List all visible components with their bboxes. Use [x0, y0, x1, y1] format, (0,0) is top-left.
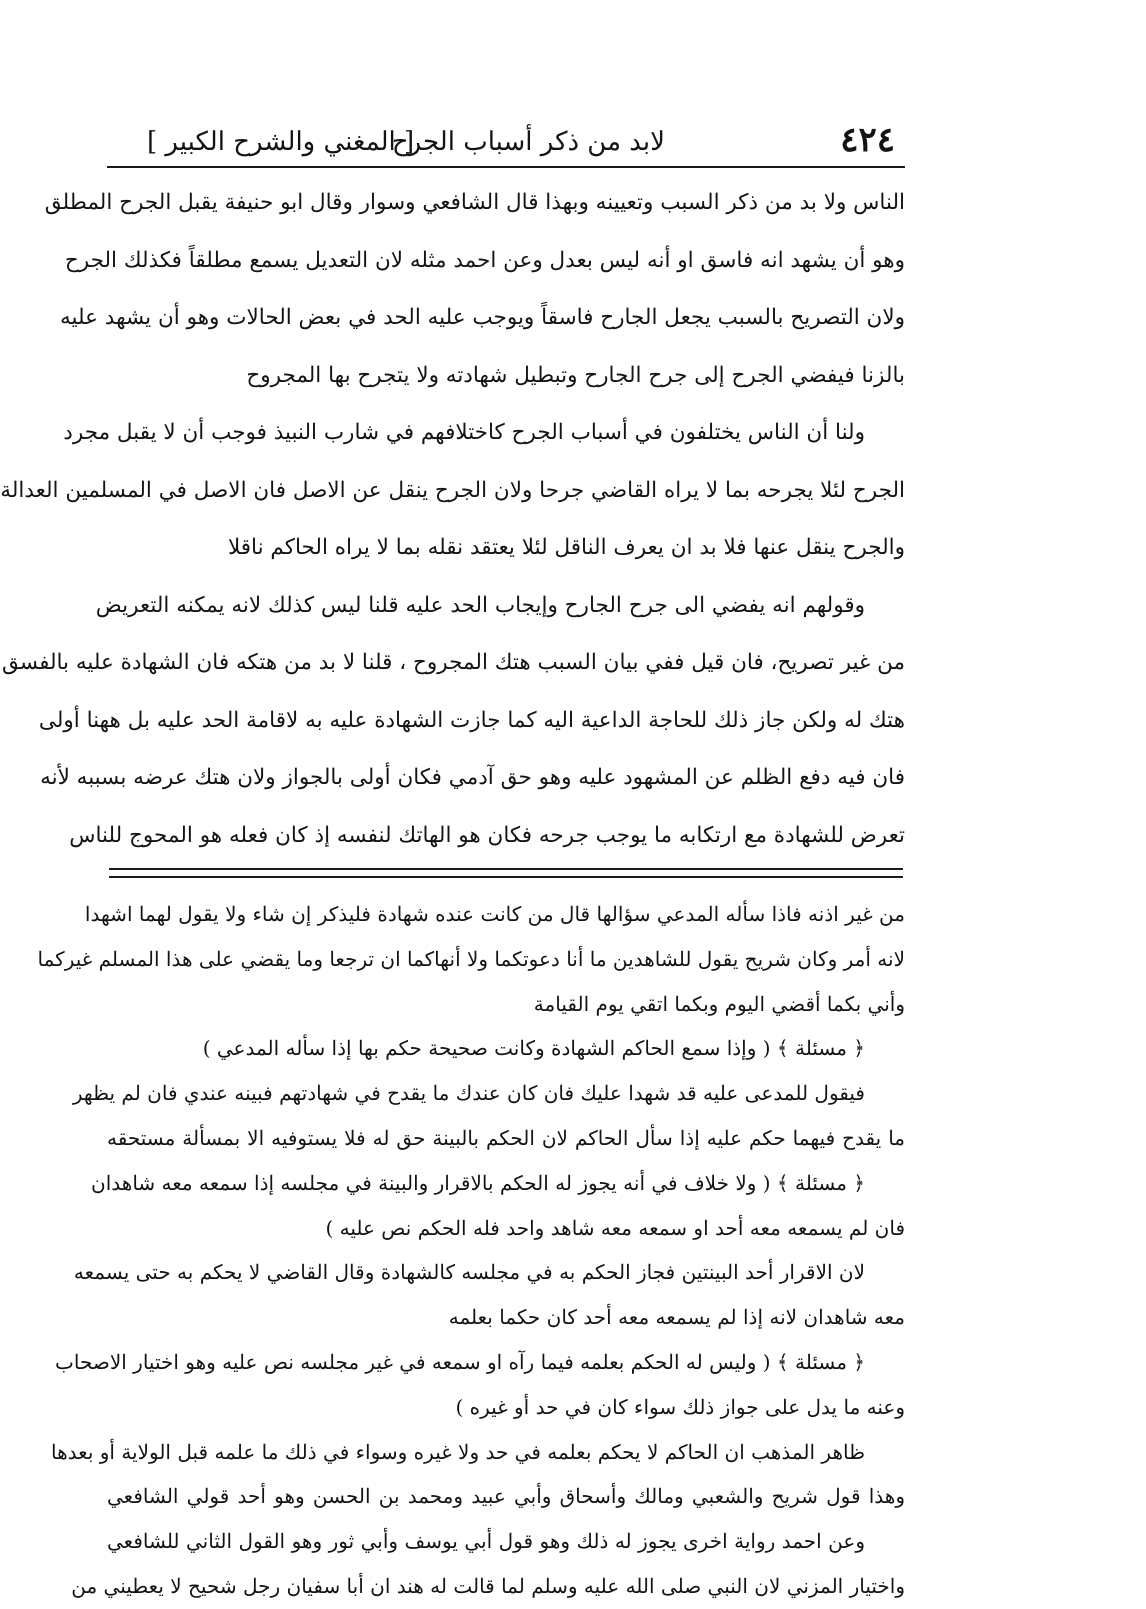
text-line: ظاهر المذهب ان الحاكم لا يحكم بعلمه في حد ولا غيره وسواء في ذلك ما علمه قبل الولاية أو بعدها — [51, 1439, 865, 1464]
text-line: فان فيه دفع الظلم عن المشهود عليه وهو حق آدمي فكان أولى بالجواز ولان هتك عرضه بسببه لأنه — [40, 765, 905, 790]
text-line: والجرح ينقل عنها فلا بد ان يعرف الناقل لئلا يعتقد نقله بما لا يراه الحاكم ناقلا — [227, 535, 905, 560]
text-line: ﴿ مسئلة ﴾ ( ولا خلاف في أنه يجوز له الحكم بالاقرار والبينة في مجلسه إذا سمعه معه شاهدان — [91, 1170, 865, 1195]
page-header — [107, 118, 905, 168]
text-line: تعرض للشهادة مع ارتكابه ما يوجب جرحه فكان هو الهاتك لنفسه إذ كان فعله هو المحوج للناس — [69, 822, 905, 848]
text-line: فان لم يسمعه معه أحد او سمعه معه شاهد واحد فله الحكم نص عليه ) — [325, 1215, 905, 1240]
running-title: لابد من ذكر أسباب الجرح — [391, 127, 665, 157]
text-line: ولان التصريح بالسبب يجعل الجارح فاسقاً ويوجب عليه الحد في بعض الحالات وهو أن يشهد عليه — [60, 305, 905, 330]
text-line: الجرح لئلا يجرحه بما لا يراه القاضي جرحا ولان الجرح ينقل عن الاصل فان الاصل في المسلمين العدالة — [0, 477, 905, 503]
text-line: فيقول للمدعى عليه قد شهدا عليك فان كان عندك ما يقدح في شهادتهم فبينه عندي فان لم يظهر — [72, 1081, 865, 1106]
book-title: [ المغني والشرح الكبير ] — [147, 127, 415, 157]
text-line: واختيار المزني لان النبي صلى الله عليه وسلم لما قالت له هند ان أبا سفيان رجل شحيح لا يعطيني من — [71, 1573, 905, 1598]
section-divider — [109, 868, 903, 878]
main-text-section — [0, 174, 905, 864]
text-line: وأني بكما أقضي اليوم وبكما اتقي يوم القيامة — [533, 991, 905, 1016]
text-line: وهو أن يشهد انه فاسق او أنه ليس بعدل وعن احمد مثله لان التعديل يسمع مطلقاً فكذلك الجرح — [64, 247, 905, 273]
text-line: وهذا قول شريح والشعبي ومالك وأسحاق وأبي عبيد ومحمد بن الحسن وهو أحد قولي الشافعي — [107, 1484, 905, 1509]
text-line: وقولهم انه يفضي الى جرح الجارح وإيجاب الحد عليه قلنا ليس كذلك لانه يمكنه التعريض — [95, 592, 865, 618]
text-line: من غير اذنه فاذا سأله المدعي سؤالها قال من كانت عنده شهادة فليذكر إن شاء ولا يقول لهما اشهدا — [84, 902, 905, 926]
text-line: بالزنا فيفضي الجرح إلى جرح الجارح وتبطيل شهادته ولا يتجرح بها المجروح — [246, 362, 905, 388]
text-line: لان الاقرار أحد البينتين فجاز الحكم به في مجلسه كالشهادة وقال القاضي لا يحكم به حتى يسمعه — [73, 1260, 865, 1285]
commentary-section — [37, 892, 905, 1609]
document-page — [0, 118, 905, 1598]
text-line: الناس ولا بد من ذكر السبب وتعيينه وبهذا قال الشافعي وسوار وقال ابو حنيفة يقبل الجرح المطلق — [44, 190, 905, 215]
text-line: لانه أمر وكان شريح يقول للشاهدين ما أنا دعوتكما ولا أنهاكما ان ترجعا وما يقضي على هذا المسلم غيركما — [37, 946, 905, 971]
text-line: من غير تصريح، فان قيل ففي بيان السبب هتك المجروح ، قلنا لا بد من هتكه فان الشهادة عليه بالفسق — [1, 650, 905, 675]
page-number: ٤٢٤ — [840, 120, 895, 160]
text-line: هتك له ولكن جاز ذلك للحاجة الداعية اليه كما جازت الشهادة عليه به لاقامة الحد عليه بل ههنا أولى — [38, 707, 905, 733]
text-line: معه شاهدان لانه إذا لم يسمعه معه أحد كان حكما بعلمه — [448, 1305, 905, 1330]
text-line: ما يقدح فيهما حكم عليه إذا سأل الحاكم لان الحكم بالبينة حق له فلا يستوفيه الا بمسألة مستحقه — [107, 1125, 905, 1150]
text-line: ﴿ مسئلة ﴾ ( وإذا سمع الحاكم الشهادة وكانت صحيحة حكم بها إذا سأله المدعي ) — [202, 1036, 865, 1061]
text-line: وعنه ما يدل على جواز ذلك سواء كان في حد أو غيره ) — [455, 1394, 905, 1419]
text-line: ولنا أن الناس يختلفون في أسباب الجرح كاختلافهم في شارب النبيذ فوجب أن لا يقبل مجرد — [63, 420, 865, 445]
text-line: وعن احمد رواية اخرى يجوز له ذلك وهو قول أبي يوسف وأبي ثور وهو القول الثاني للشافعي — [107, 1529, 865, 1554]
text-line: ﴿ مسئلة ﴾ ( وليس له الحكم بعلمه فيما رآه او سمعه في غير مجلسه نص عليه وهو اختيار الاصحاب — [55, 1349, 865, 1374]
